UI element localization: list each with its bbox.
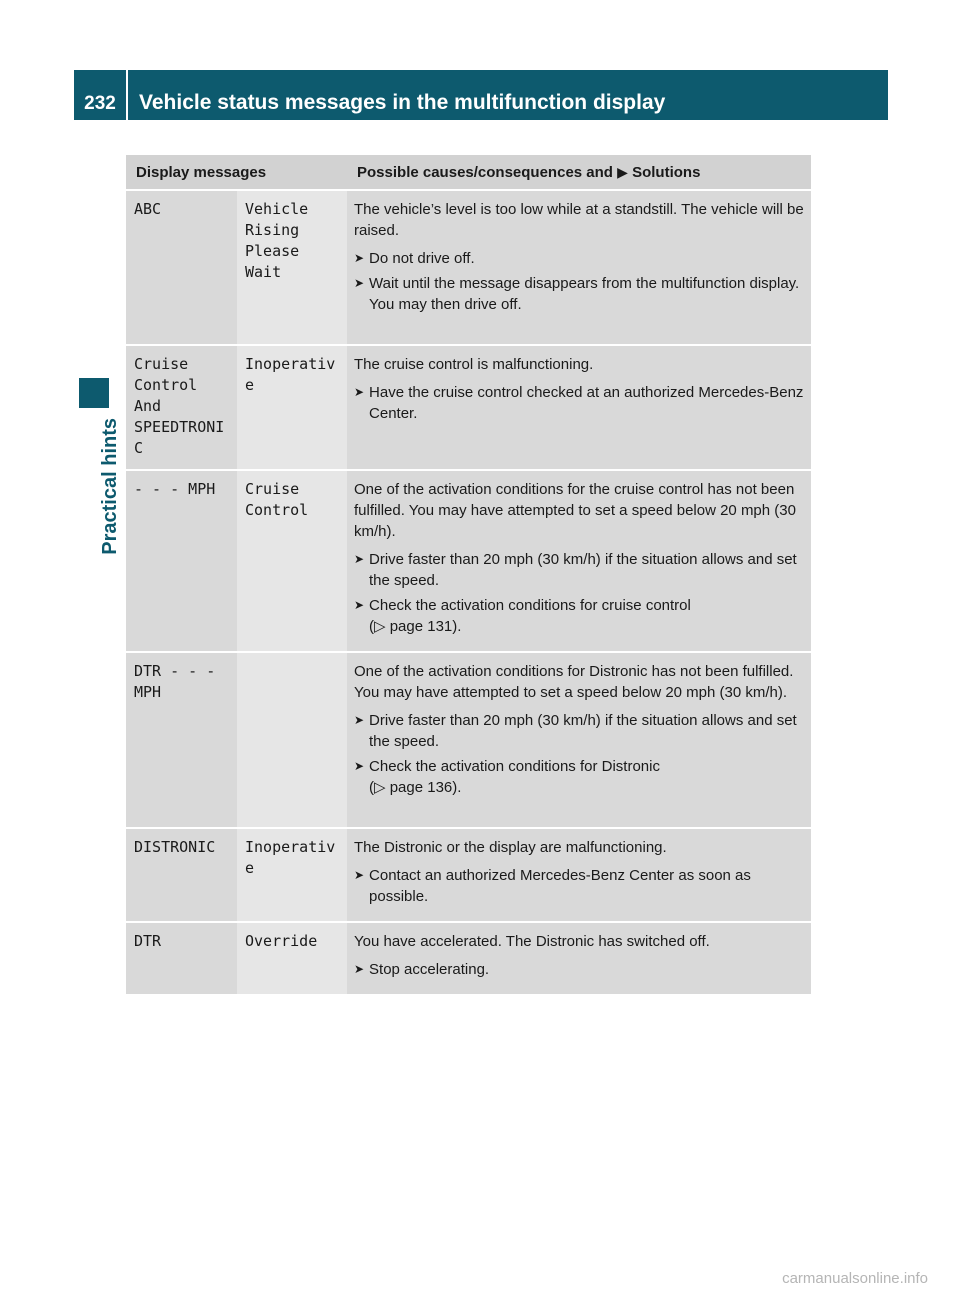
solution-step: ➤ Wait until the message disappears from the multifunction display. xyxy=(354,275,800,292)
section-marker xyxy=(79,378,109,408)
display-code: Cruise Control And SPEEDTRONI C xyxy=(126,345,237,470)
cause-text: The cruise control is malfunctioning. xyxy=(354,356,594,373)
step-arrow-icon: ➤ xyxy=(354,385,365,399)
display-message xyxy=(237,652,347,828)
cause-text: You have accelerated. The Distronic has switched off. xyxy=(354,933,710,950)
display-message: Inoperativ e xyxy=(237,828,347,922)
col-header-display-messages-label: Display messages xyxy=(136,163,267,181)
table-row xyxy=(126,190,811,345)
watermark: carmanualsonline.info xyxy=(782,1270,928,1287)
display-code: DISTRONIC xyxy=(126,828,237,922)
cause-text: The vehicle’s level is too low while at a standstill. The vehicle will be raised. xyxy=(354,201,804,239)
table-row xyxy=(126,922,811,995)
solution-step: ➤ Stop accelerating. xyxy=(354,961,490,978)
cause-cell xyxy=(347,190,811,345)
solution-step: ➤ Do not drive off. xyxy=(354,250,475,267)
display-message: Vehicle Rising Please Wait xyxy=(237,190,347,345)
display-code: DTR - - - MPH xyxy=(126,652,237,828)
page-title: Vehicle status messages in the multifunction display xyxy=(139,91,666,114)
section-label: Practical hints xyxy=(99,418,121,555)
cause-text: One of the activation conditions for the cruise control has not been fulfilled. You may have attempted to set a speed below 20 mph (30 km/h). xyxy=(354,481,796,540)
page-number: 232 xyxy=(84,93,116,114)
display-code: ABC xyxy=(126,190,237,345)
display-message: Inoperativ e xyxy=(237,345,347,470)
step-arrow-icon: ➤ xyxy=(354,598,365,612)
solution-step: ➤ Drive faster than 20 mph (30 km/h) if the situation allows and set the speed. xyxy=(354,551,797,589)
cause-cell xyxy=(347,470,811,652)
table-row xyxy=(126,652,811,828)
solution-step: ➤ Check the activation conditions for cruise control xyxy=(354,597,691,614)
col-header-causes-label: Possible causes/consequences and xyxy=(357,163,613,181)
step-arrow-icon: ➤ xyxy=(354,713,365,727)
page-reference[interactable]: (▷ page 131). xyxy=(369,618,462,635)
col-header-causes-solutions xyxy=(347,155,811,190)
display-message: Cruise Control xyxy=(237,470,347,652)
status-messages-table xyxy=(126,155,811,996)
cause-cell xyxy=(347,922,811,995)
solution-step: ➤ Check the activation conditions for Distronic xyxy=(354,758,660,775)
table-header-row xyxy=(126,155,811,190)
cause-cell xyxy=(347,652,811,828)
cause-text: The Distronic or the display are malfunctioning. xyxy=(354,839,667,856)
step-arrow-icon: ➤ xyxy=(354,251,365,265)
arrow-icon: ▶ xyxy=(617,163,628,180)
solution-step: ➤ Have the cruise control checked at an authorized Mercedes-Benz Center. xyxy=(354,384,804,422)
table-row xyxy=(126,345,811,470)
solution-note: You may then drive off. xyxy=(369,296,522,313)
display-message: Override xyxy=(237,922,347,995)
col-header-display-messages xyxy=(126,155,347,190)
cause-text: One of the activation conditions for Distronic has not been fulfilled. You may have attempted to set a speed below 20 mph (30 km/h). xyxy=(354,663,794,701)
cause-cell xyxy=(347,345,811,470)
step-arrow-icon: ➤ xyxy=(354,868,365,882)
header-divider xyxy=(126,70,128,120)
display-code: - - - MPH xyxy=(126,470,237,652)
solution-step: ➤ Drive faster than 20 mph (30 km/h) if the situation allows and set the speed. xyxy=(354,712,797,750)
display-code: DTR xyxy=(126,922,237,995)
cause-cell xyxy=(347,828,811,922)
step-arrow-icon: ➤ xyxy=(354,759,365,773)
page-reference[interactable]: (▷ page 136). xyxy=(369,779,462,796)
step-arrow-icon: ➤ xyxy=(354,962,365,976)
table-row xyxy=(126,470,811,652)
solution-step: ➤ Contact an authorized Mercedes-Benz Center as soon as possible. xyxy=(354,867,751,905)
step-arrow-icon: ➤ xyxy=(354,552,365,566)
col-header-solutions-label: Solutions xyxy=(632,163,701,181)
table-row xyxy=(126,828,811,922)
step-arrow-icon: ➤ xyxy=(354,276,365,290)
